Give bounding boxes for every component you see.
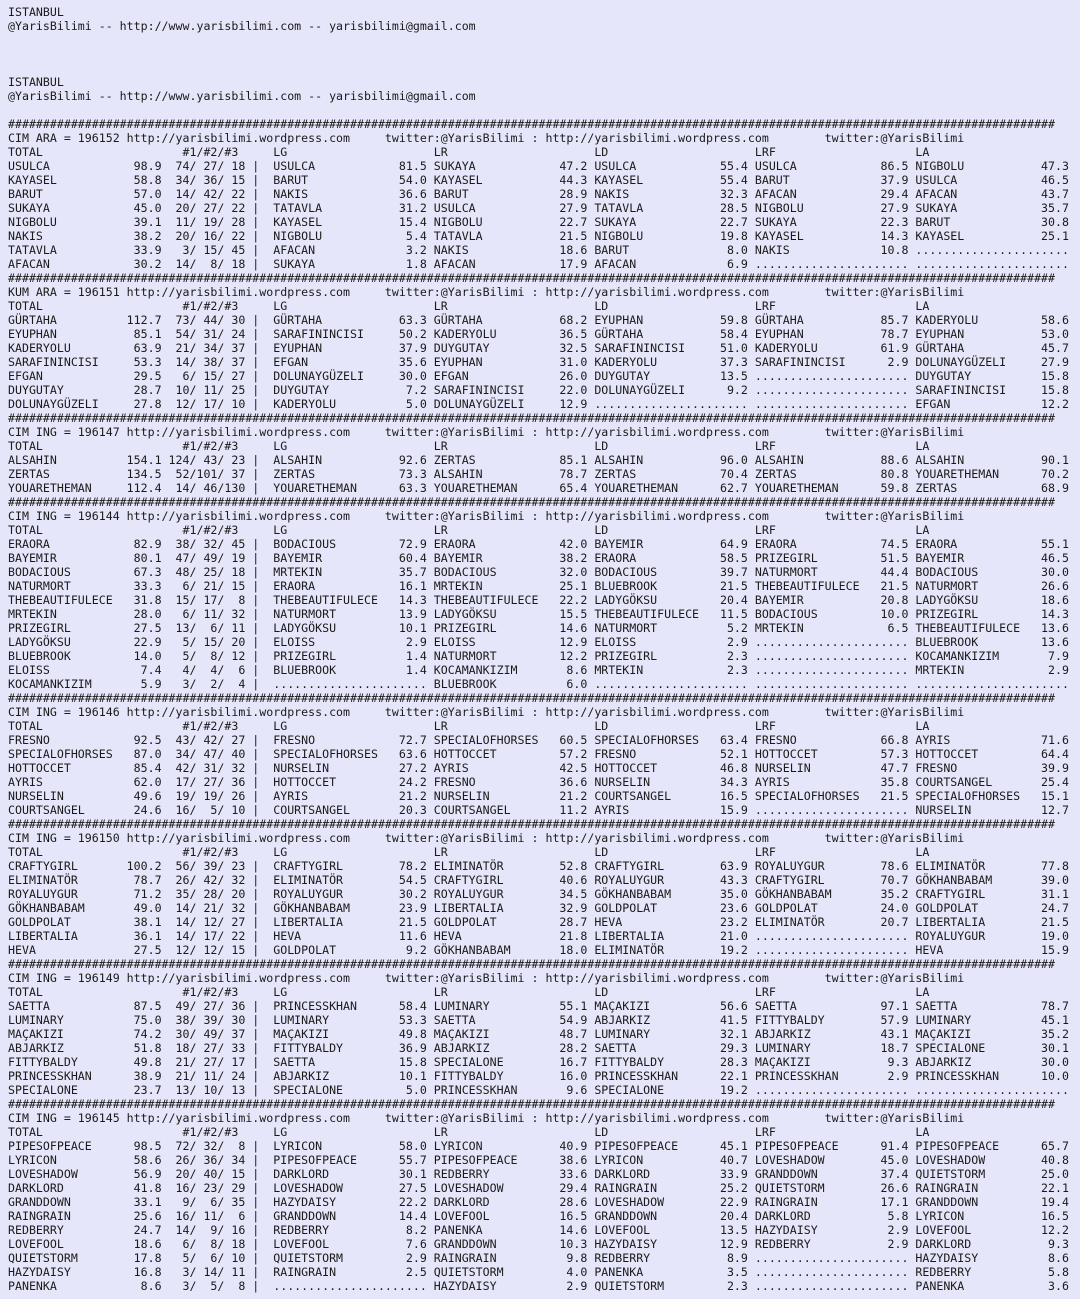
city-line: ISTANBUL <box>8 75 64 89</box>
table-row: SUKAYA 45.0 20/ 27/ 22 | TATAVLA 31.2 USULCA 27.9 TATAVLA 28.5 NIGBOLU 27.9 SUKAYA 35.7 <box>8 201 1069 215</box>
table-row: ELOISS 7.4 4/ 4/ 6 | BLUEBROOK 1.4 KOCAMANKIZIM 8.6 MRTEKIN 2.3 ...................... MRTEKIN 2.9 <box>8 663 1069 677</box>
table-row: BLUEBROOK 14.0 5/ 8/ 12 | PRIZEGIRL 1.4 NATURMORT 12.2 PRIZEGIRL 2.3 ...................... KOCAMANKIZIM 7.9 <box>8 649 1069 663</box>
table-row: CRAFTYGIRL 100.2 56/ 39/ 23 | CRAFTYGIRL 78.2 ELIMINATÖR 52.8 CRAFTYGIRL 63.9 ROYALUYGUR 78.6 ELIMINATÖR 77.8 <box>8 859 1069 873</box>
table-row: DUYGUTAY 28.7 10/ 11/ 25 | DUYGUTAY 7.2 SARAFININCISI 22.0 DOLUNAYGÜZELI 9.2 ...................... SARAFININCISI 15.8 <box>8 383 1069 397</box>
table-row: KAYASEL 58.8 34/ 36/ 15 | BARUT 54.0 KAYASEL 44.3 KAYASEL 55.4 BARUT 37.9 USULCA 46.5 <box>8 173 1069 187</box>
race-header: CIM ING = 196147 http://yarisbilimi.wordpress.com twitter:@YarisBilimi : http://yarisbilimi.wordpress.com twitter:@YarisBilimi <box>8 425 965 439</box>
table-row: SPECIALOFHORSES 87.0 34/ 47/ 40 | SPECIALOFHORSES 63.6 HOTTOCCET 57.2 FRESNO 52.1 HOTTOCCET 57.3 HOTTOCCET 64.4 <box>8 747 1069 761</box>
separator-line: ###################################################################################################################################################### <box>8 691 1056 705</box>
table-row: ERAORA 82.9 38/ 32/ 45 | BODACIOUS 72.9 ERAORA 42.0 BAYEMIR 64.9 ERAORA 74.5 ERAORA 55.1 <box>8 537 1069 551</box>
race-header: CIM ING = 196150 http://yarisbilimi.wordpress.com twitter:@YarisBilimi : http://yarisbilimi.wordpress.com twitter:@YarisBilimi <box>8 831 965 845</box>
race-header: CIM ING = 196144 http://yarisbilimi.wordpress.com twitter:@YarisBilimi : http://yarisbilimi.wordpress.com twitter:@YarisBilimi <box>8 509 965 523</box>
table-row: PRINCESSKHAN 38.9 21/ 11/ 24 | ABJARKIZ 10.1 FITTYBALDY 16.0 PRINCESSKHAN 22.1 PRINCESSKHAN 2.9 PRINCESSKHAN 10.0 <box>8 1069 1069 1083</box>
race-header: CIM ING = 196149 http://yarisbilimi.wordpress.com twitter:@YarisBilimi : http://yarisbilimi.wordpress.com twitter:@YarisBilimi <box>8 971 965 985</box>
blank-line <box>8 61 1080 75</box>
table-row: COURTSANGEL 24.6 16/ 5/ 10 | COURTSANGEL 20.3 COURTSANGEL 11.2 AYRIS 15.9 ...................... NURSELIN 12.7 <box>8 803 1069 817</box>
separator-line: ###################################################################################################################################################### <box>8 271 1056 285</box>
table-row: QUIETSTORM 17.8 5/ 6/ 10 | QUIETSTORM 2.9 RAINGRAIN 9.8 REDBERRY 8.9 ...................... HAZYDAISY 8.6 <box>8 1251 1069 1265</box>
separator-line: ###################################################################################################################################################### <box>8 495 1056 509</box>
column-headers: TOTAL #1/#2/#3 LG LR LD LRF LA <box>8 985 930 999</box>
separator-line: ###################################################################################################################################################### <box>8 817 1056 831</box>
contact-line: @YarisBilimi -- http://www.yarisbilimi.com -- yarisbilimi@gmail.com <box>8 89 476 103</box>
table-row: SPECIALONE 23.7 13/ 10/ 13 | SPECIALONE 5.0 PRINCESSKHAN 9.6 SPECIALONE 19.2 ...................... ...................... <box>8 1083 1069 1097</box>
table-row: DARKLORD 41.8 16/ 23/ 29 | LOVESHADOW 27.5 LOVESHADOW 29.4 RAINGRAIN 25.2 QUIETSTORM 26.6 RAINGRAIN 22.1 <box>8 1181 1069 1195</box>
table-row: YOUARETHEMAN 112.4 14/ 46/130 | YOUARETHEMAN 63.3 YOUARETHEMAN 65.4 YOUARETHEMAN 62.7 YOUARETHEMAN 59.8 ZERTAS 68.9 <box>8 481 1069 495</box>
table-row: LOVESHADOW 56.9 20/ 40/ 15 | DARKLORD 30.1 REDBERRY 33.6 DARKLORD 33.9 GRANDDOWN 37.4 QUIETSTORM 25.0 <box>8 1167 1069 1181</box>
table-row: FRESNO 92.5 43/ 42/ 27 | FRESNO 72.7 SPECIALOFHORSES 60.5 SPECIALOFHORSES 63.4 FRESNO 66.8 AYRIS 71.6 <box>8 733 1069 747</box>
race-header: CIM ING = 196146 http://yarisbilimi.wordpress.com twitter:@YarisBilimi : http://yarisbilimi.wordpress.com twitter:@YarisBilimi <box>8 705 965 719</box>
table-row: SARAFININCISI 53.3 14/ 38/ 37 | EFGAN 35.6 EYUPHAN 31.0 KADERYOLU 37.3 SARAFININCISI 2.9 DOLUNAYGÜZELI 27.9 <box>8 355 1069 369</box>
race-header: CIM ING = 196145 http://yarisbilimi.wordpress.com twitter:@YarisBilimi : http://yarisbilimi.wordpress.com twitter:@YarisBilimi <box>8 1111 965 1125</box>
separator-line: ###################################################################################################################################################### <box>8 411 1056 425</box>
separator-line: ###################################################################################################################################################### <box>8 1097 1056 1111</box>
table-row: ABJARKIZ 51.8 18/ 27/ 33 | FITTYBALDY 36.9 ABJARKIZ 28.2 SAETTA 29.3 LUMINARY 18.7 SPECIALONE 30.1 <box>8 1041 1069 1055</box>
table-row: AYRIS 62.0 17/ 27/ 36 | HOTTOCCET 24.2 FRESNO 36.6 NURSELIN 34.3 AYRIS 35.8 COURTSANGEL 25.4 <box>8 775 1069 789</box>
column-headers: TOTAL #1/#2/#3 LG LR LD LRF LA <box>8 439 930 453</box>
table-row: TATAVLA 33.9 3/ 15/ 45 | AFACAN 3.2 NAKIS 18.6 BARUT 8.0 NAKIS 10.8 ...................... <box>8 243 1069 257</box>
blank-line <box>8 103 1080 117</box>
table-row: NATURMORT 33.3 6/ 21/ 15 | ERAORA 16.1 MRTEKIN 25.1 BLUEBROOK 21.5 THEBEAUTIFULECE 21.5 NATURMORT 26.6 <box>8 579 1069 593</box>
table-row: ZERTAS 134.5 52/101/ 37 | ZERTAS 73.3 ALSAHIN 78.7 ZERTAS 70.4 ZERTAS 80.8 YOUARETHEMAN 70.2 <box>8 467 1069 481</box>
table-row: ALSAHIN 154.1 124/ 43/ 23 | ALSAHIN 92.6 ZERTAS 85.1 ALSAHIN 96.0 ALSAHIN 88.6 ALSAHIN 90.1 <box>8 453 1069 467</box>
table-row: BODACIOUS 67.3 48/ 25/ 18 | MRTEKIN 35.7 BODACIOUS 32.0 BODACIOUS 39.7 NATURMORT 44.4 BODACIOUS 30.0 <box>8 565 1069 579</box>
table-row: SAETTA 87.5 49/ 27/ 36 | PRINCESSKHAN 58.4 LUMINARY 55.1 MAÇAKIZI 56.6 SAETTA 97.1 SAETTA 78.7 <box>8 999 1069 1013</box>
column-headers: TOTAL #1/#2/#3 LG LR LD LRF LA <box>8 299 930 313</box>
table-row: NIGBOLU 39.1 11/ 19/ 28 | KAYASEL 15.4 NIGBOLU 22.7 SUKAYA 22.7 SUKAYA 22.3 BARUT 30.8 <box>8 215 1069 229</box>
table-row: HAZYDAISY 16.8 3/ 14/ 11 | RAINGRAIN 2.5 QUIETSTORM 4.0 PANENKA 3.5 ...................... REDBERRY 5.8 <box>8 1265 1069 1279</box>
column-headers: TOTAL #1/#2/#3 LG LR LD LRF LA <box>8 845 930 859</box>
race-tables <box>8 117 1080 1293</box>
separator-line: ###################################################################################################################################################### <box>8 117 1056 131</box>
table-row: BAYEMIR 80.1 47/ 49/ 19 | BAYEMIR 60.4 BAYEMIR 38.2 ERAORA 58.5 PRIZEGIRL 51.5 BAYEMIR 46.5 <box>8 551 1069 565</box>
table-row: EYUPHAN 85.1 54/ 31/ 24 | SARAFININCISI 50.2 KADERYOLU 36.5 GÜRTAHA 58.4 EYUPHAN 78.7 EYUPHAN 53.0 <box>8 327 1069 341</box>
table-row: ELIMINATÖR 78.7 26/ 42/ 32 | ELIMINATÖR 54.5 CRAFTYGIRL 40.6 ROYALUYGUR 43.3 CRAFTYGIRL 70.7 GÖKHANBABAM 39.0 <box>8 873 1069 887</box>
column-headers: TOTAL #1/#2/#3 LG LR LD LRF LA <box>8 145 930 159</box>
table-row: USULCA 98.9 74/ 27/ 18 | USULCA 81.5 SUKAYA 47.2 USULCA 55.4 USULCA 86.5 NIGBOLU 47.3 <box>8 159 1069 173</box>
table-row: FITTYBALDY 49.8 21/ 27/ 17 | SAETTA 15.8 SPECIALONE 16.7 FITTYBALDY 28.3 MAÇAKIZI 9.3 ABJARKIZ 30.0 <box>8 1055 1069 1069</box>
table-row: THEBEAUTIFULECE 31.8 15/ 17/ 8 | THEBEAUTIFULECE 14.3 THEBEAUTIFULECE 22.2 LADYGÖKSU 20.4 BAYEMIR 20.8 LADYGÖKSU 18.6 <box>8 593 1069 607</box>
race-header: CIM ARA = 196152 http://yarisbilimi.wordpress.com twitter:@YarisBilimi : http://yarisbilimi.wordpress.com twitter:@YarisBilimi <box>8 131 965 145</box>
table-row: MRTEKIN 28.0 6/ 11/ 32 | NATURMORT 13.9 LADYGÖKSU 15.5 THEBEAUTIFULECE 11.5 BODACIOUS 10.0 PRIZEGIRL 14.3 <box>8 607 1069 621</box>
column-headers: TOTAL #1/#2/#3 LG LR LD LRF LA <box>8 1125 930 1139</box>
table-row: PIPESOFPEACE 98.5 72/ 32/ 8 | LYRICON 58.0 LYRICON 40.9 PIPESOFPEACE 45.1 PIPESOFPEACE 91.4 PIPESOFPEACE 65.7 <box>8 1139 1069 1153</box>
table-row: NURSELIN 49.6 19/ 19/ 26 | AYRIS 21.2 NURSELIN 21.2 COURTSANGEL 16.5 SPECIALOFHORSES 21.5 SPECIALOFHORSES 15.1 <box>8 789 1069 803</box>
table-row: KOCAMANKIZIM 5.9 3/ 2/ 4 | ...................... BLUEBROOK 6.0 ...................... ...................... ...................... <box>8 677 1069 691</box>
contact-line: @YarisBilimi -- http://www.yarisbilimi.com -- yarisbilimi@gmail.com <box>8 19 476 33</box>
table-row: HEVA 27.5 12/ 12/ 15 | GOLDPOLAT 9.2 GÖKHANBABAM 18.0 ELIMINATÖR 19.2 ...................... HEVA 15.9 <box>8 943 1069 957</box>
table-row: LADYGÖKSU 22.9 5/ 15/ 20 | ELOISS 2.9 ELOISS 12.9 ELOISS 2.9 ...................... BLUEBROOK 13.6 <box>8 635 1069 649</box>
table-row: GOLDPOLAT 38.1 14/ 12/ 27 | LIBERTALIA 21.5 GOLDPOLAT 28.7 HEVA 23.2 ELIMINATÖR 20.7 LIBERTALIA 21.5 <box>8 915 1069 929</box>
table-row: LIBERTALIA 36.1 14/ 17/ 22 | HEVA 11.6 HEVA 21.8 LIBERTALIA 21.0 ...................... ROYALUYGUR 19.0 <box>8 929 1069 943</box>
table-row: RAINGRAIN 25.6 16/ 11/ 6 | GRANDDOWN 14.4 LOVEFOOL 16.5 GRANDDOWN 20.4 DARKLORD 5.8 LYRICON 16.5 <box>8 1209 1069 1223</box>
table-row: EFGAN 29.5 6/ 15/ 27 | DOLUNAYGÜZELI 30.0 EFGAN 26.0 DUYGUTAY 13.5 ...................... DUYGUTAY 15.8 <box>8 369 1069 383</box>
table-row: AFACAN 30.2 14/ 8/ 18 | SUKAYA 1.8 AFACAN 17.9 AFACAN 6.9 ...................... ...................... <box>8 257 1069 271</box>
table-row: HOTTOCCET 85.4 42/ 31/ 32 | NURSELIN 27.2 AYRIS 42.5 HOTTOCCET 46.8 NURSELIN 47.7 FRESNO 39.9 <box>8 761 1069 775</box>
table-row: ROYALUYGUR 71.2 35/ 28/ 20 | ROYALUYGUR 30.2 ROYALUYGUR 34.5 GÖKHANBABAM 35.0 GÖKHANBABAM 35.2 CRAFTYGIRL 31.1 <box>8 887 1069 901</box>
table-row: REDBERRY 24.7 14/ 9/ 16 | REDBERRY 8.2 PANENKA 14.6 LOVEFOOL 13.5 HAZYDAISY 2.9 LOVEFOOL 12.2 <box>8 1223 1069 1237</box>
race-header: KUM ARA = 196151 http://yarisbilimi.wordpress.com twitter:@YarisBilimi : http://yarisbilimi.wordpress.com twitter:@YarisBilimi <box>8 285 965 299</box>
table-row: GÖKHANBABAM 49.0 14/ 21/ 32 | GÖKHANBABAM 23.9 LIBERTALIA 32.9 GOLDPOLAT 23.6 GOLDPOLAT 24.0 GOLDPOLAT 24.7 <box>8 901 1069 915</box>
table-row: BARUT 57.0 14/ 42/ 22 | NAKIS 36.6 BARUT 28.9 NAKIS 32.3 AFACAN 29.4 AFACAN 43.7 <box>8 187 1069 201</box>
table-row: PRIZEGIRL 27.5 13/ 6/ 11 | LADYGÖKSU 10.1 PRIZEGIRL 14.6 NATURMORT 5.2 MRTEKIN 6.5 THEBEAUTIFULECE 13.6 <box>8 621 1069 635</box>
table-row: GRANDDOWN 33.1 9/ 6/ 35 | HAZYDAISY 22.2 DARKLORD 28.6 LOVESHADOW 22.9 RAINGRAIN 17.1 GRANDDOWN 19.4 <box>8 1195 1069 1209</box>
table-row: MAÇAKIZI 74.2 30/ 49/ 37 | MAÇAKIZI 49.8 MAÇAKIZI 48.7 LUMINARY 32.1 ABJARKIZ 43.1 MAÇAKIZI 35.2 <box>8 1027 1069 1041</box>
table-row: GÜRTAHA 112.7 73/ 44/ 30 | GÜRTAHA 63.3 GÜRTAHA 68.2 EYUPHAN 59.8 GÜRTAHA 85.7 KADERYOLU 58.6 <box>8 313 1069 327</box>
blank-line <box>8 47 1080 61</box>
table-row: KADERYOLU 63.9 21/ 34/ 37 | EYUPHAN 37.9 DUYGUTAY 32.5 SARAFININCISI 51.0 KADERYOLU 61.9 GÜRTAHA 45.7 <box>8 341 1069 355</box>
table-row: NAKIS 38.2 20/ 16/ 22 | NIGBOLU 5.4 TATAVLA 21.5 NIGBOLU 19.8 KAYASEL 14.3 KAYASEL 25.1 <box>8 229 1069 243</box>
table-row: LYRICON 58.6 26/ 36/ 34 | PIPESOFPEACE 55.7 PIPESOFPEACE 38.6 LYRICON 40.7 LOVESHADOW 45.0 LOVESHADOW 40.8 <box>8 1153 1069 1167</box>
table-row: PANENKA 8.6 3/ 5/ 8 | ...................... HAZYDAISY 2.9 QUIETSTORM 2.3 ...................... PANENKA 3.6 <box>8 1279 1069 1293</box>
table-row: DOLUNAYGÜZELI 27.8 12/ 17/ 10 | KADERYOLU 5.0 DOLUNAYGÜZELI 12.9 ...................... ...................... EFGAN 12.2 <box>8 397 1069 411</box>
table-row: LUMINARY 75.0 38/ 39/ 30 | LUMINARY 53.3 SAETTA 54.9 ABJARKIZ 41.5 FITTYBALDY 57.9 LUMINARY 45.1 <box>8 1013 1069 1027</box>
column-headers: TOTAL #1/#2/#3 LG LR LD LRF LA <box>8 523 930 537</box>
city-line: ISTANBUL <box>8 5 64 19</box>
separator-line: ###################################################################################################################################################### <box>8 957 1056 971</box>
blank-line <box>8 33 1080 47</box>
table-row: LOVEFOOL 18.6 6/ 8/ 18 | LOVEFOOL 7.6 GRANDDOWN 10.3 HAZYDAISY 12.9 REDBERRY 2.9 DARKLORD 9.3 <box>8 1237 1069 1251</box>
column-headers: TOTAL #1/#2/#3 LG LR LD LRF LA <box>8 719 930 733</box>
